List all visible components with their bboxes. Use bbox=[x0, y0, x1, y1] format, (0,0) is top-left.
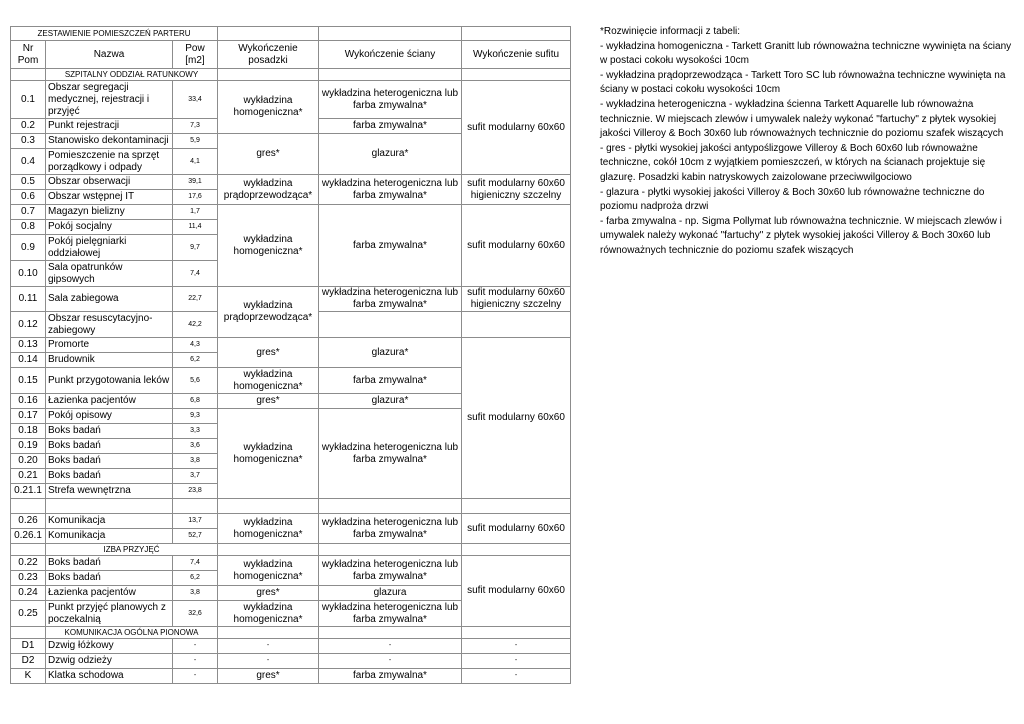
room-name: Dzwig łóżkowy bbox=[46, 639, 173, 654]
room-name: Punkt przyjęć planowych z poczekalnią bbox=[46, 601, 173, 627]
blank-cell bbox=[319, 544, 462, 556]
room-name: Obszar resuscytacyjno-zabiegowy bbox=[46, 312, 173, 338]
room-number: 0.1 bbox=[11, 81, 46, 119]
room-name: Pokój pielęgniarki oddziałowej bbox=[46, 235, 173, 261]
room-number: 0.6 bbox=[11, 190, 46, 205]
room-name: Boks badań bbox=[46, 454, 173, 469]
room-name: Sala zabiegowa bbox=[46, 287, 173, 312]
room-name: Stanowisko dekontaminacji bbox=[46, 134, 173, 149]
room-number: 0.17 bbox=[11, 409, 46, 424]
room-number: 0.22 bbox=[11, 556, 46, 571]
wall-finish: wykładzina heterogeniczna lub farba zmywalna* bbox=[319, 409, 462, 499]
note-item: - wykładzina heterogeniczna - wykładzina ścienna Tarkett Aquarelle lub równoważna technicznie. W miejscach zlewów i umywalek należy wykonać "fartuchy" z płytek wysokiej jakości Villeroy & Boch 30x60 lub równoważnych technicznie do poziomu szafek wiszących bbox=[600, 98, 1004, 140]
room-name: Boks badań bbox=[46, 556, 173, 571]
room-number: 0.19 bbox=[11, 439, 46, 454]
room-area: 5,9 bbox=[173, 134, 218, 149]
header-sufit: Wykończenie sufitu bbox=[462, 41, 571, 69]
blank-cell bbox=[319, 312, 462, 338]
blank-cell bbox=[462, 69, 571, 81]
room-area: 7,3 bbox=[173, 119, 218, 134]
room-area: 3,8 bbox=[173, 454, 218, 469]
room-number: 0.8 bbox=[11, 220, 46, 235]
floor-finish: - bbox=[218, 639, 319, 654]
note-item: - glazura - płytki wysokiej jakości Villeroy & Boch 30x60 lub równoważne techniczne do poziomu nadproża drzwi bbox=[600, 186, 985, 213]
blank-cell bbox=[319, 627, 462, 639]
floor-finish: gres* bbox=[218, 338, 319, 368]
room-number: 0.14 bbox=[11, 353, 46, 368]
wall-finish: farba zmywalna* bbox=[319, 669, 462, 684]
ceiling-finish: sufit modularny 60x60 bbox=[462, 81, 571, 175]
blank-cell bbox=[11, 69, 46, 81]
note-item: - wykładzina prądoprzewodząca - Tarkett Toro SC lub równoważna techniczne wywinięta na ściany w postaci cokołu wysokości 10cm bbox=[600, 69, 1006, 96]
wall-finish: farba zmywalna* bbox=[319, 119, 462, 134]
floor-finish: wykładzina homogeniczna* bbox=[218, 409, 319, 499]
room-name: Sala opatrunków gipsowych bbox=[46, 261, 173, 287]
room-number: 0.23 bbox=[11, 571, 46, 586]
blank-cell bbox=[218, 27, 319, 41]
ceiling-finish: - bbox=[462, 654, 571, 669]
room-name: Łazienka pacjentów bbox=[46, 586, 173, 601]
room-number: D2 bbox=[11, 654, 46, 669]
room-area: - bbox=[173, 639, 218, 654]
room-area: 6,8 bbox=[173, 394, 218, 409]
wall-finish: glazura* bbox=[319, 338, 462, 368]
room-name: Promorte bbox=[46, 338, 173, 353]
header-nr: Nr Pom bbox=[11, 41, 46, 69]
room-name: Obszar segregacji medycznej, rejestracji i przyjęć bbox=[46, 81, 173, 119]
note-item: - farba zmywalna - np. Sigma Pollymat lub równoważna technicznie. W miejscach zlewów i umywalek należy wykonać "fartuchy" z płytek wysokiej jakości Villeroy & Boch 30x60 lub równoważnych technicznie do poziomu szafek wiszących bbox=[600, 215, 1002, 256]
blank-cell bbox=[462, 544, 571, 556]
room-name: Brudownik bbox=[46, 353, 173, 368]
notes-title: *Rozwinięcie informacji z tabeli: bbox=[600, 26, 741, 37]
room-name: Boks badań bbox=[46, 469, 173, 484]
wall-finish: glazura* bbox=[319, 394, 462, 409]
blank-cell bbox=[462, 27, 571, 41]
ceiling-finish: sufit modularny 60x60 bbox=[462, 205, 571, 287]
room-number: 0.2 bbox=[11, 119, 46, 134]
room-area: 6,2 bbox=[173, 571, 218, 586]
room-area: 4,3 bbox=[173, 338, 218, 353]
room-area: 3,8 bbox=[173, 586, 218, 601]
room-name: Dzwig odzieży bbox=[46, 654, 173, 669]
blank-cell bbox=[462, 312, 571, 338]
room-area: - bbox=[173, 654, 218, 669]
header-nazwa: Nazwa bbox=[46, 41, 173, 69]
room-area: 7,4 bbox=[173, 556, 218, 571]
wall-finish: wykładzina heterogeniczna lub farba zmywalna* bbox=[319, 81, 462, 119]
ceiling-finish: sufit modularny 60x60 bbox=[462, 514, 571, 544]
ceiling-finish: sufit modularny 60x60 higieniczny szczelny bbox=[462, 287, 571, 312]
floor-finish: wykładzina prądoprzewodząca* bbox=[218, 175, 319, 205]
room-area: 17,6 bbox=[173, 190, 218, 205]
floor-finish: wykładzina prądoprzewodząca* bbox=[218, 287, 319, 338]
room-area: 7,4 bbox=[173, 261, 218, 287]
room-area: 11,4 bbox=[173, 220, 218, 235]
room-name: Łazienka pacjentów bbox=[46, 394, 173, 409]
room-name: Boks badań bbox=[46, 424, 173, 439]
room-name: Pokój opisowy bbox=[46, 409, 173, 424]
room-area: 3,3 bbox=[173, 424, 218, 439]
section-label: KOMUNIKACJA OGÓLNA PIONOWA bbox=[46, 627, 218, 639]
ceiling-finish: sufit modularny 60x60 bbox=[462, 338, 571, 499]
floor-finish: gres* bbox=[218, 586, 319, 601]
finish-notes bbox=[600, 25, 1012, 259]
floor-finish: wykładzina homogeniczna* bbox=[218, 601, 319, 627]
ceiling-finish: - bbox=[462, 669, 571, 684]
room-name: Pomieszczenie na sprzęt porządkowy i odpady bbox=[46, 149, 173, 175]
wall-finish: farba zmywalna* bbox=[319, 368, 462, 394]
note-item: - wykładzina homogeniczna - Tarkett Granitt lub równoważna techniczne wywinięta na ściany w postaci cokołu wysokości 10cm bbox=[600, 40, 1012, 67]
floor-finish: wykładzina homogeniczna* bbox=[218, 81, 319, 134]
room-name: Komunikacja bbox=[46, 529, 173, 544]
room-number: 0.10 bbox=[11, 261, 46, 287]
blank-cell bbox=[46, 499, 173, 514]
room-number: 0.26 bbox=[11, 514, 46, 529]
blank-cell bbox=[319, 27, 462, 41]
room-area: 52,7 bbox=[173, 529, 218, 544]
room-name: Komunikacja bbox=[46, 514, 173, 529]
room-name: Magazyn bielizny bbox=[46, 205, 173, 220]
floor-finish: wykładzina homogeniczna* bbox=[218, 368, 319, 394]
blank-cell bbox=[11, 499, 46, 514]
room-number: 0.16 bbox=[11, 394, 46, 409]
table-title: ZESTAWIENIE POMIESZCZEŃ PARTERU bbox=[11, 27, 218, 41]
floor-finish: gres* bbox=[218, 134, 319, 175]
blank-cell bbox=[319, 69, 462, 81]
room-number: 0.5 bbox=[11, 175, 46, 190]
wall-finish: - bbox=[319, 639, 462, 654]
floor-finish: wykładzina homogeniczna* bbox=[218, 556, 319, 586]
room-number: 0.13 bbox=[11, 338, 46, 353]
wall-finish: farba zmywalna* bbox=[319, 205, 462, 287]
room-number: 0.25 bbox=[11, 601, 46, 627]
room-name: Strefa wewnętrzna bbox=[46, 484, 173, 499]
floor-finish: - bbox=[218, 654, 319, 669]
room-area: 3,7 bbox=[173, 469, 218, 484]
room-area: 9,7 bbox=[173, 235, 218, 261]
blank-cell bbox=[462, 627, 571, 639]
room-number: 0.18 bbox=[11, 424, 46, 439]
blank-cell bbox=[173, 499, 218, 514]
room-name: Klatka schodowa bbox=[46, 669, 173, 684]
room-area: - bbox=[173, 669, 218, 684]
room-number: K bbox=[11, 669, 46, 684]
room-number: 0.3 bbox=[11, 134, 46, 149]
room-area: 9,3 bbox=[173, 409, 218, 424]
room-area: 23,8 bbox=[173, 484, 218, 499]
room-area: 13,7 bbox=[173, 514, 218, 529]
wall-finish: glazura* bbox=[319, 134, 462, 175]
blank-cell bbox=[319, 499, 462, 514]
room-area: 33,4 bbox=[173, 81, 218, 119]
room-name: Boks badań bbox=[46, 439, 173, 454]
room-name: Obszar obserwacji bbox=[46, 175, 173, 190]
wall-finish: wykładzina heterogeniczna lub farba zmywalna* bbox=[319, 556, 462, 586]
header-pow: Pow [m2] bbox=[173, 41, 218, 69]
room-number: 0.21 bbox=[11, 469, 46, 484]
room-number: 0.9 bbox=[11, 235, 46, 261]
ceiling-finish: - bbox=[462, 639, 571, 654]
room-area: 5,6 bbox=[173, 368, 218, 394]
room-name: Pokój socjalny bbox=[46, 220, 173, 235]
floor-finish: gres* bbox=[218, 669, 319, 684]
room-area: 3,6 bbox=[173, 439, 218, 454]
room-schedule-table bbox=[10, 26, 571, 684]
ceiling-finish: sufit modularny 60x60 higieniczny szczelny bbox=[462, 175, 571, 205]
room-area: 6,2 bbox=[173, 353, 218, 368]
blank-cell bbox=[11, 627, 46, 639]
room-number: 0.11 bbox=[11, 287, 46, 312]
floor-finish: wykładzina homogeniczna* bbox=[218, 205, 319, 287]
floor-finish: wykładzina homogeniczna* bbox=[218, 514, 319, 544]
room-number: 0.20 bbox=[11, 454, 46, 469]
blank-cell bbox=[218, 499, 319, 514]
room-area: 22,7 bbox=[173, 287, 218, 312]
blank-cell bbox=[462, 499, 571, 514]
room-number: 0.26.1 bbox=[11, 529, 46, 544]
room-number: 0.21.1 bbox=[11, 484, 46, 499]
header-posadzki: Wykończenie posadzki bbox=[218, 41, 319, 69]
blank-cell bbox=[218, 627, 319, 639]
room-area: 1,7 bbox=[173, 205, 218, 220]
wall-finish: wykładzina heterogeniczna lub farba zmywalna* bbox=[319, 175, 462, 205]
blank-cell bbox=[218, 69, 319, 81]
room-area: 42,2 bbox=[173, 312, 218, 338]
room-area: 39,1 bbox=[173, 175, 218, 190]
room-number: 0.24 bbox=[11, 586, 46, 601]
floor-finish: gres* bbox=[218, 394, 319, 409]
header-sciany: Wykończenie ściany bbox=[319, 41, 462, 69]
room-number: 0.12 bbox=[11, 312, 46, 338]
wall-finish: wykładzina heterogeniczna lub farba zmywalna* bbox=[319, 287, 462, 312]
blank-cell bbox=[11, 544, 46, 556]
note-item: - gres - płytki wysokiej jakości antypoślizgowe Villeroy & Boch 60x60 lub równoważne techniczne, cokół 10cm z wyjątkiem pomieszczeń, w których na ścianach projektuje się glazurę. Posadzki kabin natryskowych zaizolowane przeciwwilgociowo bbox=[600, 142, 986, 183]
room-name: Punkt rejestracji bbox=[46, 119, 173, 134]
room-name: Punkt przygotowania leków bbox=[46, 368, 173, 394]
room-name: Boks badań bbox=[46, 571, 173, 586]
wall-finish: glazura bbox=[319, 586, 462, 601]
room-number: D1 bbox=[11, 639, 46, 654]
room-number: 0.7 bbox=[11, 205, 46, 220]
wall-finish: wykładzina heterogeniczna lub farba zmywalna* bbox=[319, 601, 462, 627]
wall-finish: - bbox=[319, 654, 462, 669]
section-label: SZPITALNY ODDZIAŁ RATUNKOWY bbox=[46, 69, 218, 81]
section-label: IZBA PRZYJĘĆ bbox=[46, 544, 218, 556]
wall-finish: wykładzina heterogeniczna lub farba zmywalna* bbox=[319, 514, 462, 544]
ceiling-finish: sufit modularny 60x60 bbox=[462, 556, 571, 627]
room-name: Obszar wstępnej IT bbox=[46, 190, 173, 205]
room-area: 4,1 bbox=[173, 149, 218, 175]
room-number: 0.15 bbox=[11, 368, 46, 394]
room-area: 32,6 bbox=[173, 601, 218, 627]
blank-cell bbox=[218, 544, 319, 556]
room-number: 0.4 bbox=[11, 149, 46, 175]
